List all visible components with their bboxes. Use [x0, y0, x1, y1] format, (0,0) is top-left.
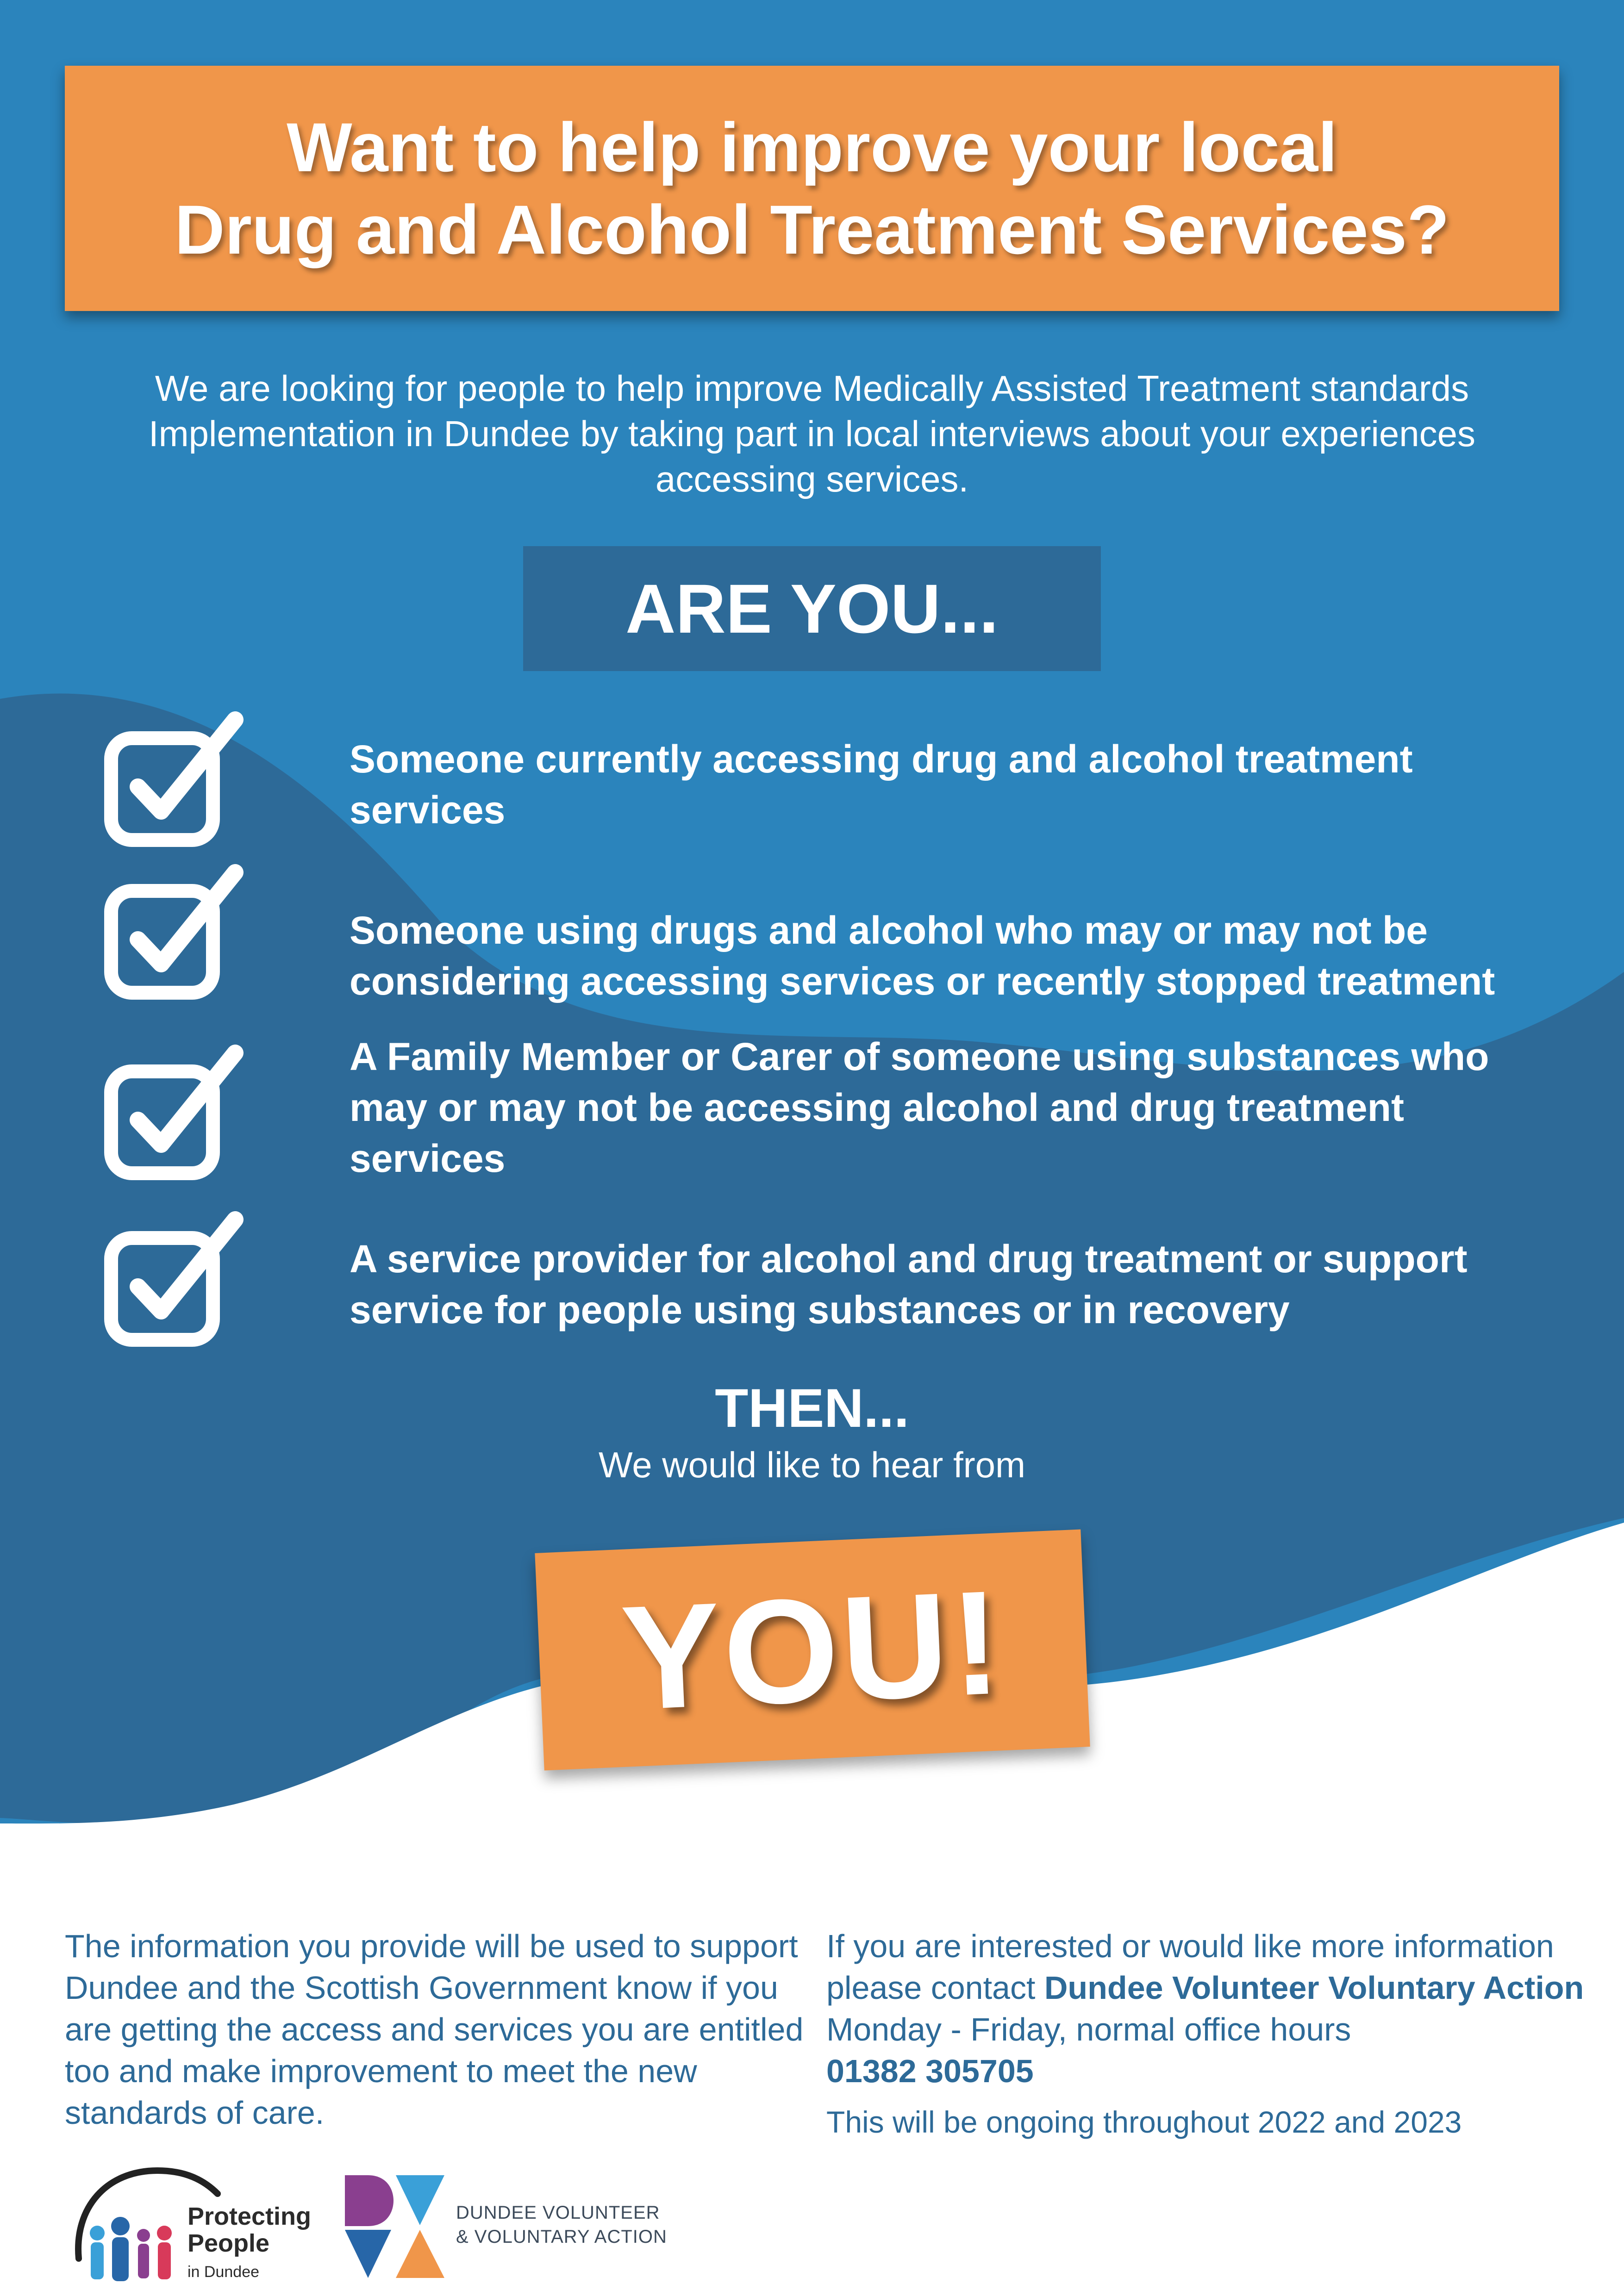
title-line-2: Drug and Alcohol Treatment Services?: [175, 191, 1449, 268]
contact-phone: 01382 305705: [826, 2053, 1034, 2089]
contact-org-name: Dundee Volunteer Voluntary Action: [1044, 1970, 1584, 2006]
footer-info-text: The information you provide will be used to support Dundee and the Scottish Government know if you are getting the access and services you are entitled too and make improvement to meet the new standards of care.: [65, 1928, 804, 2131]
hear-from-text: We would like to hear from: [599, 1444, 1025, 1485]
logo-text-line: People: [187, 2229, 270, 2257]
intro-text: We are looking for people to help improve Medically Assisted Treatment standards Implementation in Dundee by taking part in local interviews about your experiences accessing services.: [149, 368, 1475, 499]
checkbox-tick-icon: [101, 1044, 244, 1182]
footer-contact: [826, 1925, 1586, 2143]
are-you-banner: [523, 546, 1101, 671]
contact-prefix: If you are interested or would like more information please contact: [826, 1928, 1554, 2006]
checkbox-tick-icon: [101, 710, 244, 849]
dvva-logo: [340, 2171, 447, 2282]
contact-hours: Monday - Friday, normal office hours: [826, 2011, 1351, 2047]
contact-text: [826, 1925, 1586, 2009]
are-you-heading: ARE YOU...: [625, 569, 999, 647]
logo-text-line: Protecting: [187, 2203, 312, 2230]
criterion-1: Someone currently accessing drug and alcohol treatment services: [350, 737, 1413, 832]
protecting-people-logo-text: [187, 2203, 311, 2285]
dvva-logo-text: [456, 2201, 667, 2249]
header-banner: [65, 66, 1559, 311]
you-banner: [535, 1529, 1090, 1770]
title-line-1: Want to help improve your local: [287, 108, 1337, 186]
checkbox-tick-icon: [101, 1210, 244, 1349]
logo-text-line: in Dundee: [187, 2263, 260, 2281]
criterion-2: Someone using drugs and alcohol who may or may not be considering accessing services or recently stopped treatment: [350, 908, 1495, 1003]
page-title: [175, 106, 1449, 271]
logo-text-line: DUNDEE VOLUNTEER: [456, 2203, 660, 2223]
criterion-3: A Family Member or Carer of someone using substances who may or may not be accessing alcohol and drug treatment services: [350, 1035, 1489, 1180]
logo-text-line: & VOLUNTARY ACTION: [456, 2227, 667, 2247]
criterion-4: A service provider for alcohol and drug treatment or support service for people using substances or in recovery: [350, 1237, 1468, 1332]
checkbox-tick-icon: [101, 863, 244, 1002]
you-text: YOU!: [618, 1559, 1007, 1741]
ongoing-text: This will be ongoing throughout 2022 and 2023: [826, 2105, 1462, 2139]
then-heading: THEN...: [715, 1378, 909, 1439]
